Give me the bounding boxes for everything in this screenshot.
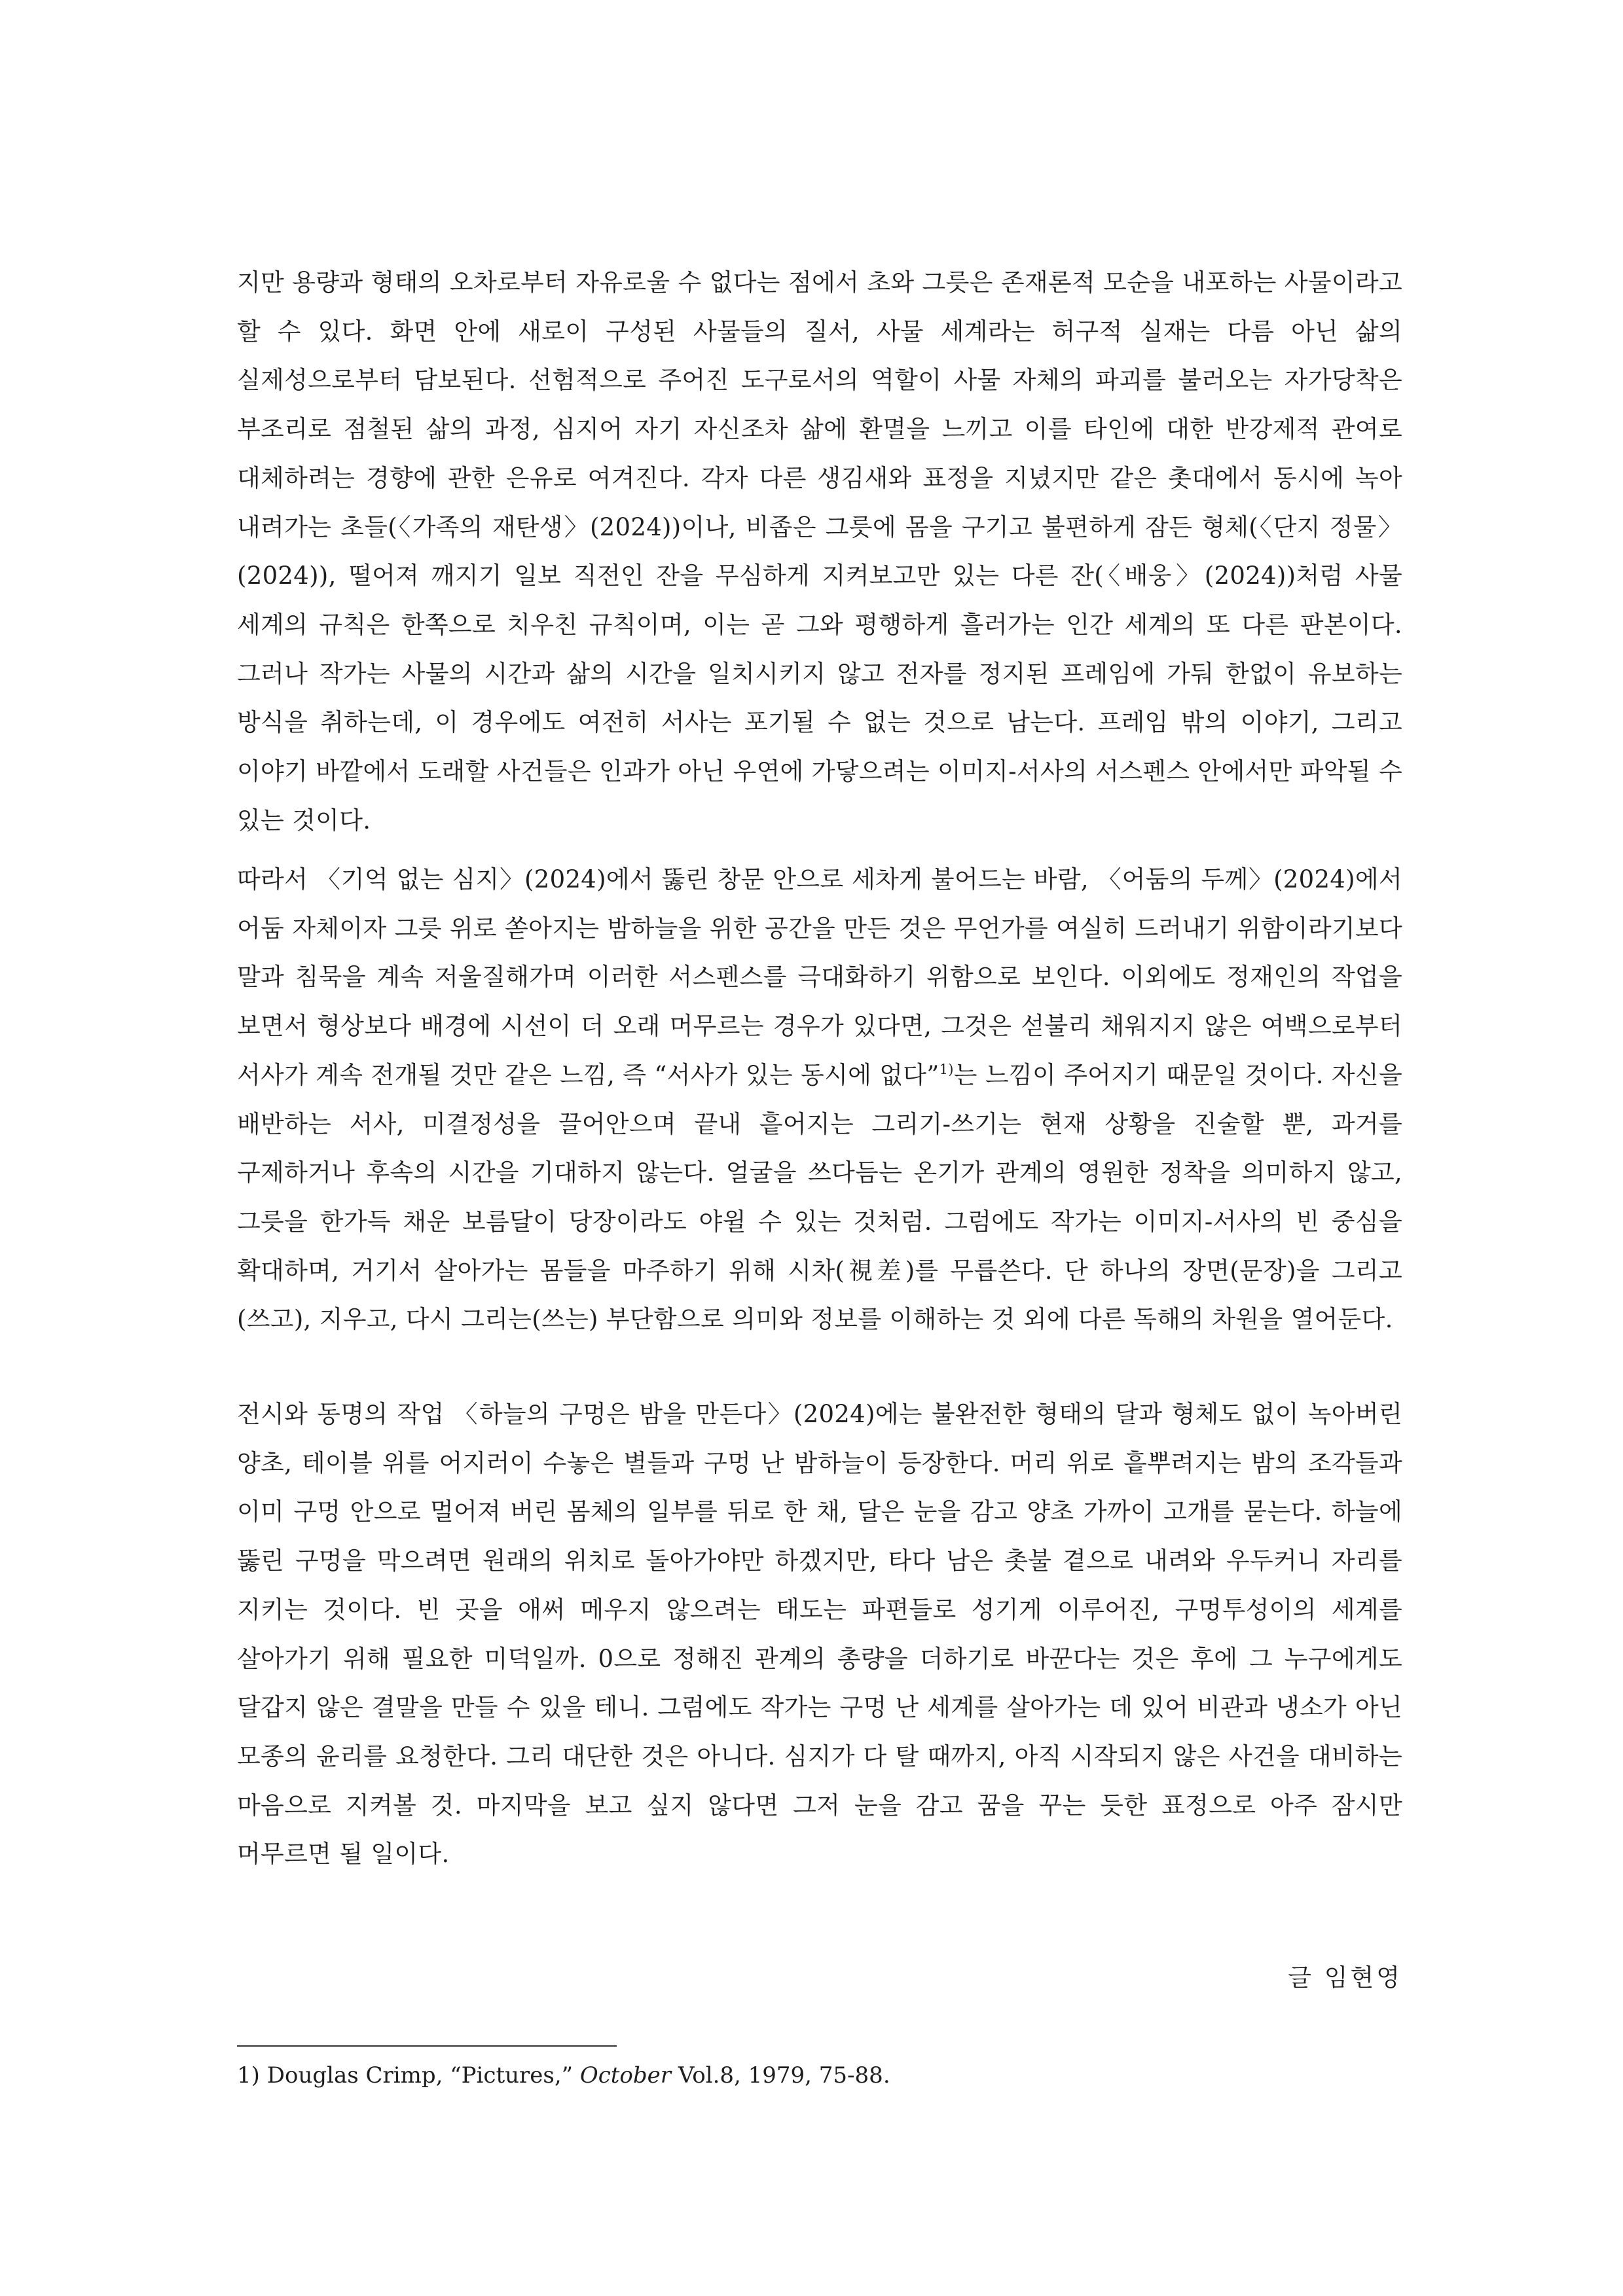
footnote-divider [237,2045,617,2047]
footnote-citation-details: Vol.8, 1979, 75-88. [671,2062,890,2089]
body-paragraph-2 [237,855,1402,1344]
body-paragraph-2-text-b: 는 느낌이 주어지기 때문일 것이다. 자신을 배반하는 서사, 미결정성을 끌어안으며 끝내 흩어지는 그리기-쓰기는 현재 상황을 진술할 뿐, 과거를 구제하거나 후속의 시간을 기대하지 않는다. 얼굴을 쓰다듬는 온기가 관계의 영원한 정착을 의미하지 않고, 그릇을 한가득 채운 보름달이 당장이라도 야윌 수 있는 것처럼. 그럼에도 작가는 이미지-서사의 빈 중심을 확대하며, 거기서 살아가는 몸들을 마주하기 위해 시차(視差)를 무릅쓴다. 단 하나의 장면(문장)을 그리고(쓰고), 지우고, 다시 그리는(쓰는) 부단함으로 의미와 정보를 이해하는 것 외에 다른 독해의 차원을 열어둔다. [237,1060,1402,1334]
footnote [237,2057,1402,2094]
footnote-citation-text: Douglas Crimp, “Pictures,” [259,2062,580,2089]
body-paragraph-1: 지만 용량과 형태의 오차로부터 자유로울 수 없다는 점에서 초와 그릇은 존재론적 모순을 내포하는 사물이라고 할 수 있다. 화면 안에 새로이 구성된 사물들의 질서, 사물 세계라는 허구적 실재는 다름 아닌 삶의 실제성으로부터 담보된다. 선험적으로 주어진 도구로서의 역할이 사물 자체의 파괴를 불러오는 자가당착은 부조리로 점철된 삶의 과정, 심지어 자기 자신조차 삶에 환멸을 느끼고 이를 타인에 대한 반강제적 관여로 대체하려는 경향에 관한 은유로 여겨진다. 각자 다른 생김새와 표정을 지녔지만 같은 촛대에서 동시에 녹아 내려가는 초들(〈가족의 재탄생〉(2024))이나, 비좁은 그릇에 몸을 구기고 불편하게 잠든 형체(〈단지 정물〉(2024)), 떨어져 깨지기 일보 직전인 잔을 무심하게 지켜보고만 있는 다른 잔(〈배웅〉(2024))처럼 사물 세계의 규칙은 한쪽으로 치우친 규칙이며, 이는 곧 그와 평행하게 흘러가는 인간 세계의 또 다른 판본이다. 그러나 작가는 사물의 시간과 삶의 시간을 일치시키지 않고 전자를 정지된 프레임에 가둬 한없이 유보하는 방식을 취하는데, 이 경우에도 여전히 서사는 포기될 수 없는 것으로 남는다. 프레임 밖의 이야기, 그리고 이야기 바깥에서 도래할 사건들은 인과가 아닌 우연에 가닿으려는 이미지-서사의 서스펜스 안에서만 파악될 수 있는 것이다. [237,268,1402,834]
body-paragraph-3: 전시와 동명의 작업 〈하늘의 구멍은 밤을 만든다〉(2024)에는 불완전한 형태의 달과 형체도 없이 녹아버린 양초, 테이블 위를 어지러이 수놓은 별들과 구멍 난 밤하늘이 등장한다. 머리 위로 흩뿌려지는 밤의 조각들과 이미 구멍 안으로 멀어져 버린 몸체의 일부를 뒤로 한 채, 달은 눈을 감고 양초 가까이 고개를 묻는다. 하늘에 뚫린 구멍을 막으려면 원래의 위치로 돌아가야만 하겠지만, 타다 남은 촛불 곁으로 내려와 우두커니 자리를 지키는 것이다. 빈 곳을 애써 메우지 않으려는 태도는 파편들로 성기게 이루어진, 구멍투성이의 세계를 살아가기 위해 필요한 미덕일까. 0으로 정해진 관계의 총량을 더하기로 바꾼다는 것은 후에 그 누구에게도 달갑지 않은 결말을 만들 수 있을 테니. 그럼에도 작가는 구멍 난 세계를 살아가는 데 있어 비관과 냉소가 아닌 모종의 윤리를 요청한다. 그리 대단한 것은 아니다. 심지가 다 탈 때까지, 아직 시작되지 않은 사건을 대비하는 마음으로 지켜볼 것. 마지막을 보고 싶지 않다면 그저 눈을 감고 꿈을 꾸는 듯한 표정으로 아주 잠시만 머무르면 될 일이다. [237,1400,1402,1869]
footnote-reference[interactable]: 1) [939,1061,954,1077]
body-paragraph-2-text-a: 따라서 〈기억 없는 심지〉(2024)에서 뚫린 창문 안으로 세차게 불어드는 바람, 〈어둠의 두께〉(2024)에서 어둠 자체이자 그릇 위로 쏟아지는 밤하늘을 위한 공간을 만든 것은 무언가를 여실히 드러내기 위함이라기보다 말과 침묵을 계속 저울질해가며 이러한 서스펜스를 극대화하기 위함으로 보인다. 이외에도 정재인의 작업을 보면서 형상보다 배경에 시선이 더 오래 머무르는 경우가 있다면, 그것은 섣불리 채워지지 않은 여백으로부터 서사가 계속 전개될 것만 같은 느낌, 즉 “서사가 있는 동시에 없다” [237,865,1402,1089]
footnote-journal-title: October [579,2062,672,2089]
author-credit: 글 임현영 [1288,1964,1402,1992]
footnote-number: 1) [237,2062,260,2089]
